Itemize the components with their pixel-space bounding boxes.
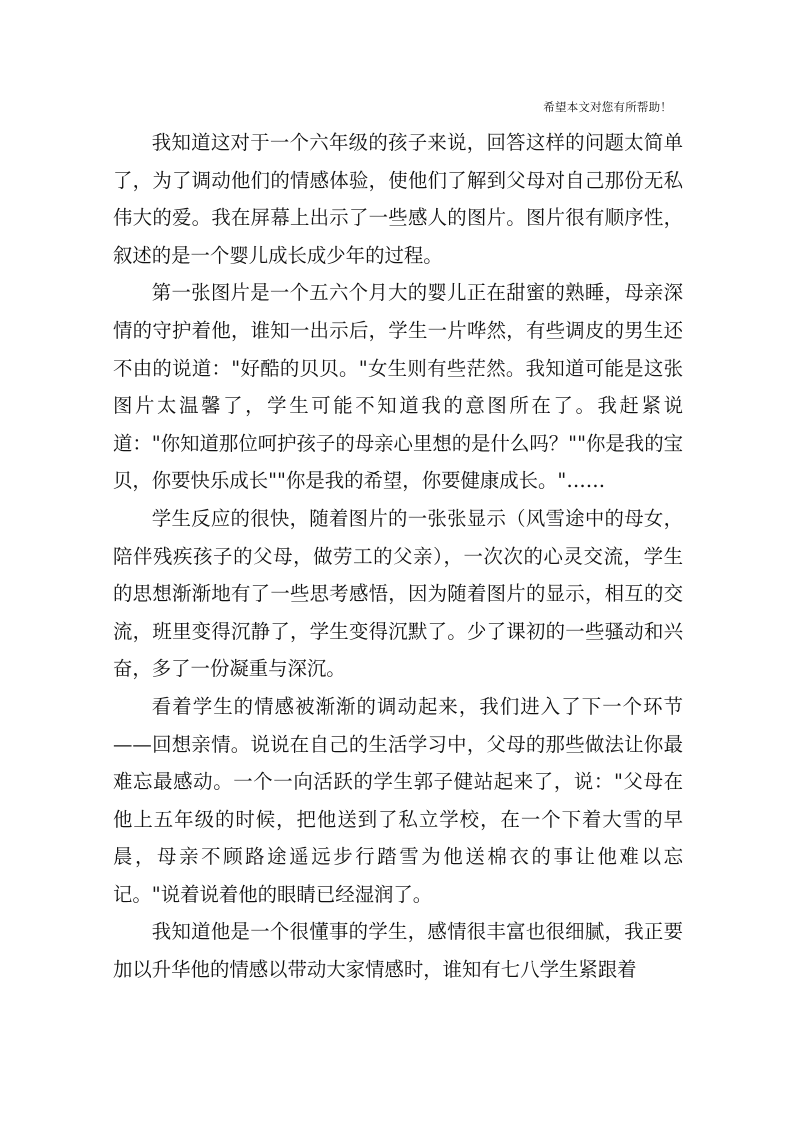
paragraph: 学生反应的很快，随着图片的一张张显示（风雪途中的母女，陪伴残疾孩子的父母，做劳工的父亲），一次次的心灵交流，学生的思想渐渐地有了一些思考感悟，因为随着图片的显示，相互的交流，班里变得沉静了，学生变得沉默了。少了课初的一些骚动和兴奋，多了一份凝重与深沉。 (113, 506, 683, 681)
paragraph: 第一张图片是一个五六个月大的婴儿正在甜蜜的熟睡，母亲深情的守护着他，谁知一出示后，学生一片哗然，有些调皮的男生还不由的说道："好酷的贝贝。"女生则有些茫然。我知道可能是这张图片太温馨了，学生可能不知道我的意图所在了。我赶紧说道："你知道那位呵护孩子的母亲心里想的是什么吗？""你是我的宝贝，你要快乐成长""你是我的希望，你要健康成长。"…… (113, 281, 683, 493)
paragraph: 看着学生的情感被渐渐的调动起来，我们进入了下一个环节——回想亲情。说说在自己的生活学习中，父母的那些做法让你最难忘最感动。一个一向活跃的学生郭子健站起来了，说："父母在他上五年级的时候，把他送到了私立学校，在一个下着大雪的早晨，母亲不顾路途遥远步行踏雪为他送棉衣的事让他难以忘记。"说着说着他的眼睛已经湿润了。 (113, 694, 683, 906)
paragraph: 我知道这对于一个六年级的孩子来说，回答这样的问题太简单了，为了调动他们的情感体验，使他们了解到父母对自己那份无私伟大的爱。我在屏幕上出示了一些感人的图片。图片很有顺序性，叙述的是一个婴儿成长成少年的过程。 (113, 131, 683, 267)
body-text (113, 124, 683, 989)
paragraph: 我知道他是一个很懂事的学生，感情很丰富也很细腻，我正要加以升华他的情感以带动大家情感时，谁知有七八学生紧跟着 (113, 920, 683, 982)
header-note: 希望本文对您有所帮助！ (543, 100, 672, 114)
